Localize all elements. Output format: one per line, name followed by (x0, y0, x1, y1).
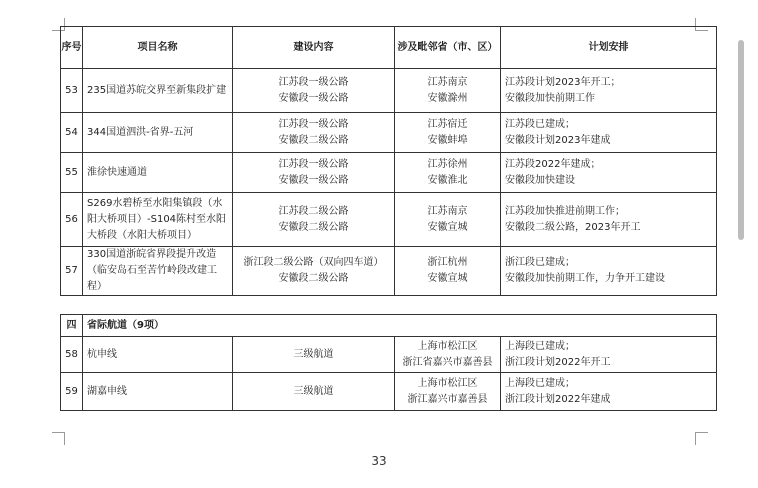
header-region: 涉及毗邻省（市、区） (395, 27, 501, 69)
header-name: 项目名称 (83, 27, 233, 69)
region-line: 安徽蚌埠 (427, 134, 468, 146)
section-no: 四 (61, 315, 83, 337)
row-no: 59 (61, 373, 83, 411)
plan-line: 浙江段计划2022年建成 (505, 393, 611, 405)
plan-line: 江苏段加快推进前期工作； (505, 205, 625, 217)
content-line: 安徽段一级公路 (278, 174, 349, 186)
row-name (83, 69, 233, 113)
plan-line: 江苏段计划2023年开工； (505, 76, 621, 88)
project-name: 杭申线 (87, 348, 117, 360)
row-plan (501, 69, 717, 113)
region-line: 安徽宣城 (427, 273, 468, 284)
header-plan: 计划安排 (501, 27, 717, 69)
plan-line: 安徽段加快前期工作 (505, 92, 595, 104)
content-line: 江苏段一级公路 (278, 158, 349, 170)
row-name (83, 153, 233, 193)
row-content (233, 113, 395, 153)
row-region (395, 193, 501, 247)
table-row (61, 373, 717, 411)
project-name: S269水碧桥至水阳集镇段（水阳大桥项目）-S104陈村至水阳大桥段（水阳大桥项目） (87, 197, 227, 241)
content-line: 安徽段二级公路 (278, 134, 349, 146)
region-line: 上海市松江区 (417, 340, 478, 352)
row-plan (501, 113, 717, 153)
plan-line: 安徽段二级公路，2023年开工 (505, 221, 641, 233)
row-name (83, 113, 233, 153)
row-plan (501, 337, 717, 373)
waterway-table (60, 314, 717, 411)
row-no: 58 (61, 337, 83, 373)
row-no: 54 (61, 113, 83, 153)
content-line: 江苏段二级公路 (278, 205, 349, 217)
plan-line: 江苏段已建成； (505, 118, 575, 130)
row-plan (501, 153, 717, 193)
plan-line: 上海段已建成； (505, 340, 575, 352)
row-region (395, 113, 501, 153)
row-content (233, 69, 395, 113)
crop-mark (695, 432, 708, 445)
header-content: 建设内容 (233, 27, 395, 69)
plan-line: 浙江段已建成； (505, 257, 575, 268)
region-line: 安徽宣城 (427, 221, 468, 233)
region-line: 浙江省嘉兴市嘉善县 (402, 356, 493, 368)
region-line: 安徽滁州 (427, 92, 468, 104)
row-name (83, 373, 233, 411)
row-region (395, 373, 501, 411)
plan-line: 浙江段计划2022年开工 (505, 356, 611, 368)
row-content: 三级航道 (233, 373, 395, 411)
content-line: 江苏段一级公路 (278, 118, 349, 130)
content-line: 浙江段二级公路（双向四车道） (243, 257, 384, 268)
region-line: 浙江嘉兴市嘉善县 (407, 393, 488, 405)
region-line: 浙江杭州 (427, 257, 468, 268)
project-name: 344国道泗洪-省界-五河 (87, 126, 194, 138)
page-number: 33 (371, 454, 387, 468)
table-row (61, 247, 717, 296)
row-name (83, 337, 233, 373)
project-name: 235国道苏皖交界至新集段扩建 (87, 84, 227, 96)
section-title: 省际航道（9项） (83, 315, 717, 337)
plan-line: 安徽段计划2023年建成 (505, 134, 611, 146)
project-name: 湖嘉申线 (87, 385, 127, 397)
table-row (61, 69, 717, 113)
table-row (61, 113, 717, 153)
project-name: 淮徐快速通道 (87, 166, 147, 178)
project-table (60, 26, 717, 296)
row-name (83, 193, 233, 247)
content-line: 安徽段一级公路 (278, 92, 349, 104)
row-region (395, 153, 501, 193)
row-no: 53 (61, 69, 83, 113)
plan-line: 安徽段加快建设 (505, 174, 575, 186)
plan-line: 安徽段加快前期工作，力争开工建设 (505, 273, 665, 284)
project-name: 330国道浙皖省界段提升改造（临安岛石至苦竹岭段改建工程） (87, 249, 217, 292)
row-content (233, 193, 395, 247)
region-line: 江苏宿迁 (427, 118, 468, 130)
region-line: 上海市松江区 (417, 377, 478, 389)
region-line: 江苏南京 (427, 76, 468, 88)
row-content (233, 247, 395, 296)
region-line: 江苏徐州 (427, 158, 468, 170)
row-no: 56 (61, 193, 83, 247)
content-line: 安徽段二级公路 (278, 273, 349, 284)
plan-line: 上海段已建成； (505, 377, 575, 389)
row-region (395, 69, 501, 113)
vertical-scrollbar[interactable] (738, 40, 744, 240)
plan-line: 江苏段2022年建成； (505, 158, 601, 170)
content-line: 安徽段二级公路 (278, 221, 349, 233)
row-content (233, 153, 395, 193)
row-name (83, 247, 233, 296)
table-header-row (61, 27, 717, 69)
table-row (61, 193, 717, 247)
section-header-row (61, 315, 717, 337)
row-plan (501, 373, 717, 411)
row-plan (501, 193, 717, 247)
crop-mark (52, 432, 65, 445)
table-row (61, 153, 717, 193)
row-no: 55 (61, 153, 83, 193)
header-no: 序号 (61, 27, 83, 69)
row-content: 三级航道 (233, 337, 395, 373)
row-region (395, 337, 501, 373)
row-plan (501, 247, 717, 296)
region-line: 江苏南京 (427, 205, 468, 217)
content-line: 江苏段一级公路 (278, 76, 349, 88)
region-line: 安徽淮北 (427, 174, 468, 186)
table-row (61, 337, 717, 373)
row-no: 57 (61, 247, 83, 296)
row-region (395, 247, 501, 296)
